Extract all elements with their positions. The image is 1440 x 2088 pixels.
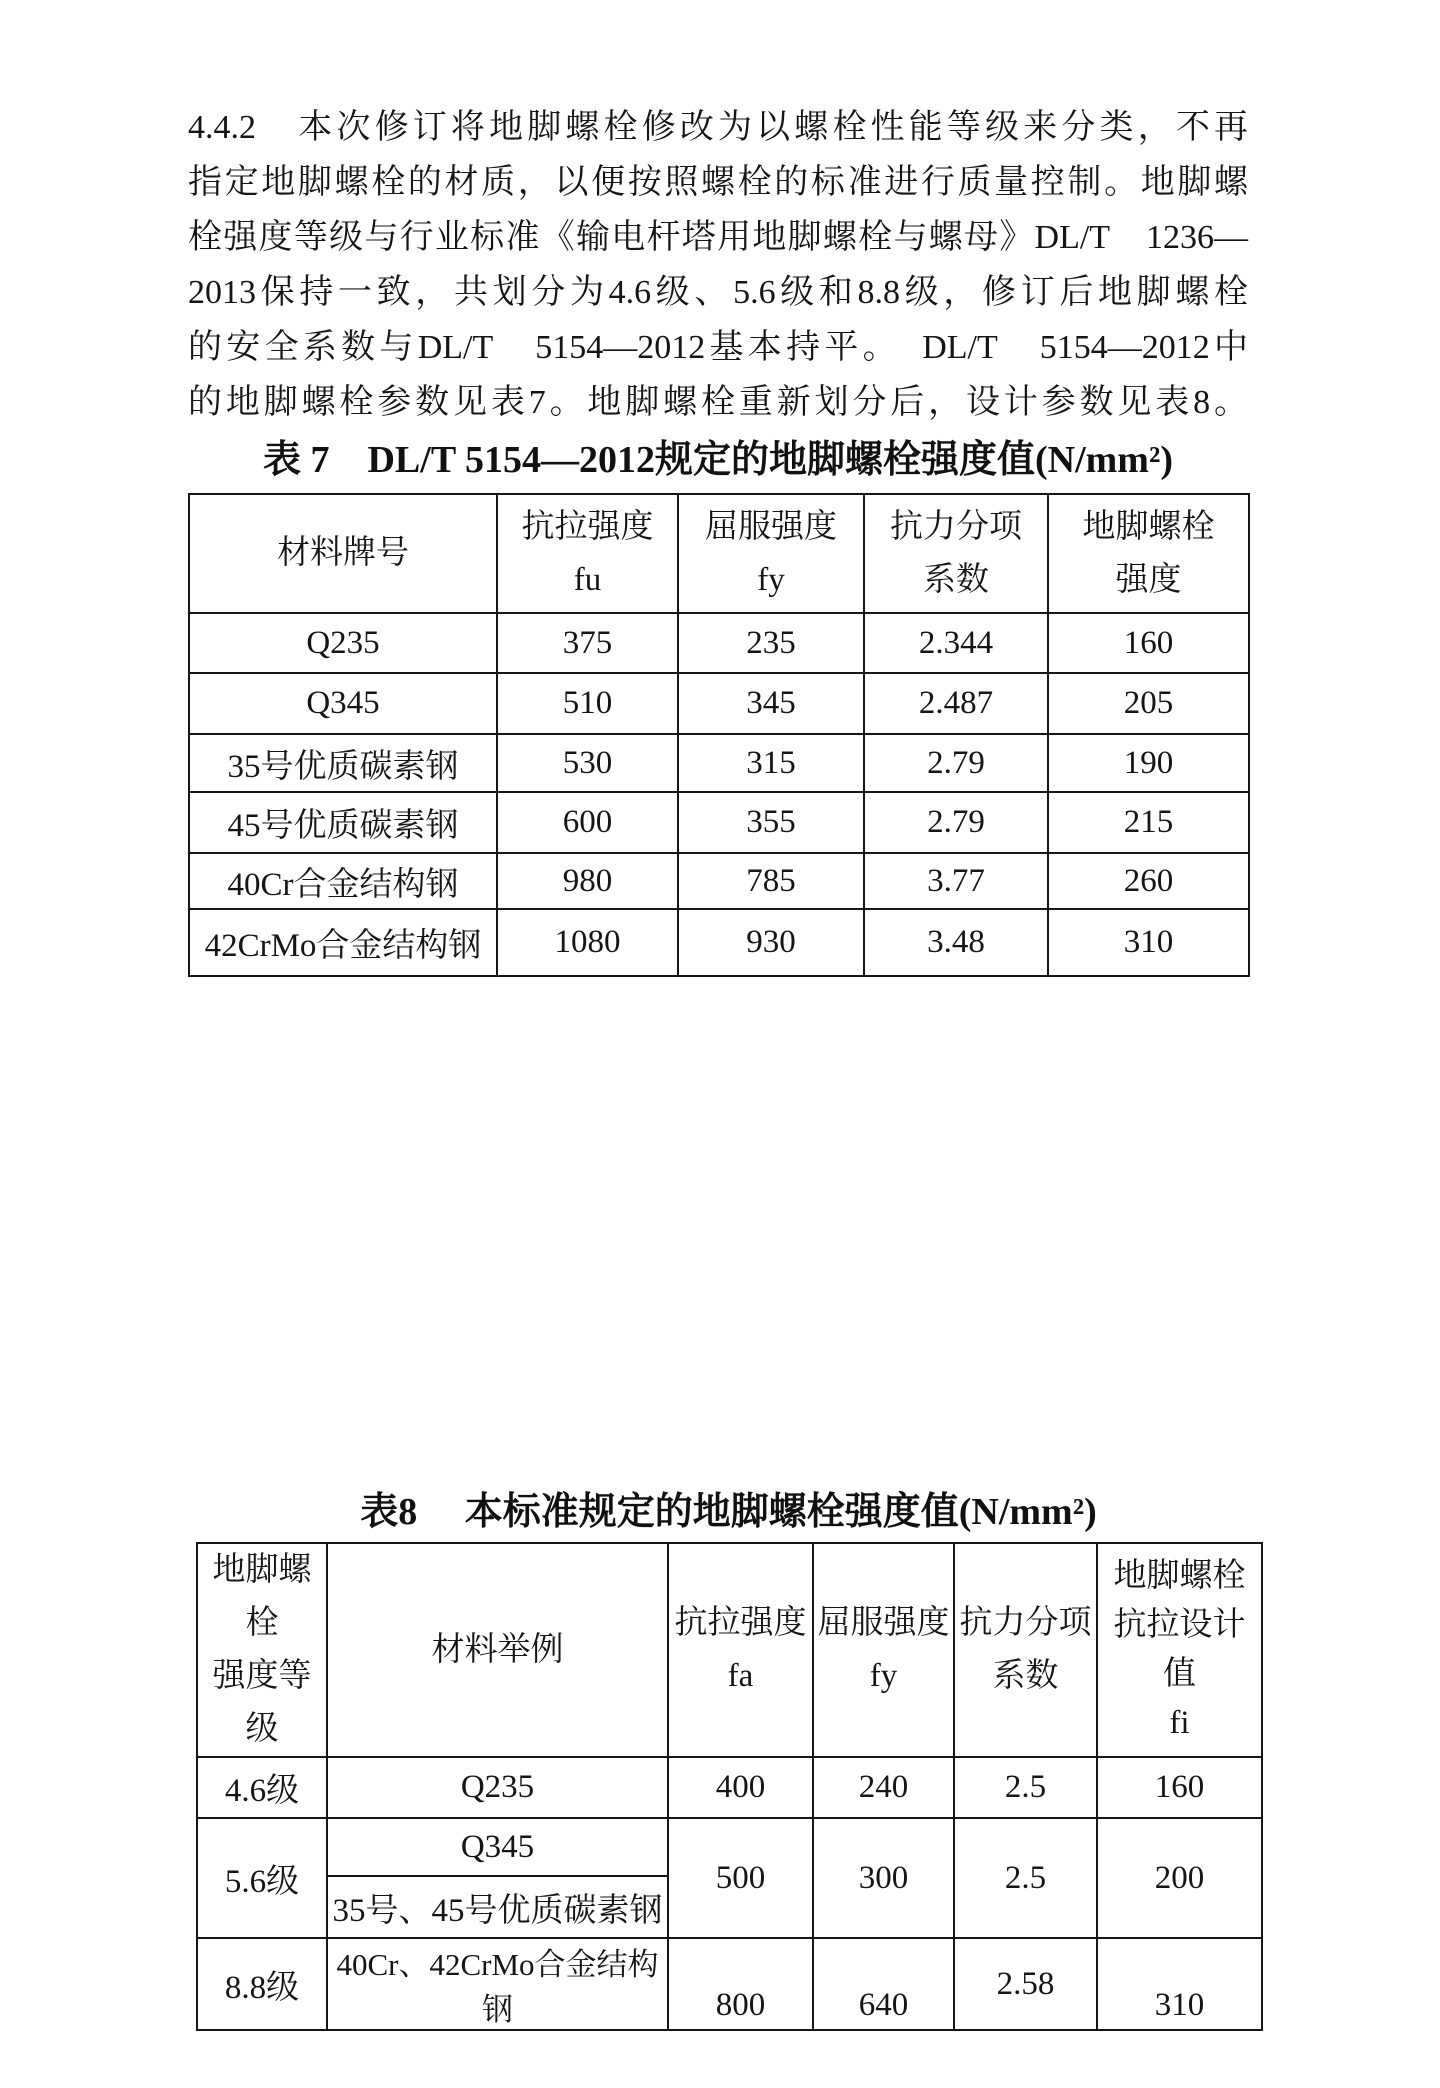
fy-cell: 785 <box>678 853 864 909</box>
strength-cell: 215 <box>1048 792 1249 853</box>
header-label: 材料牌号 <box>277 535 409 571</box>
header-symbol: fu <box>573 561 602 598</box>
header-symbol: fy <box>869 1658 898 1694</box>
paragraph-line: 的安全系数与DL/T 5154—2012基本持平。 DL/T 5154—2012中 <box>188 329 1248 366</box>
material-cell: 45号优质碳素钢 <box>189 792 497 853</box>
strength-cell: 260 <box>1048 853 1249 909</box>
header-label: 强度 <box>1115 561 1182 598</box>
fy-cell: 355 <box>678 792 864 853</box>
header-label: 地脚螺栓 <box>212 1552 312 1641</box>
fu-cell: 1080 <box>497 909 678 976</box>
header-label: 抗拉设计值 <box>1113 1607 1246 1692</box>
t7-header-resistance-factor <box>864 494 1048 613</box>
fy-cell: 345 <box>678 673 864 734</box>
grade-cell: 4.6级 <box>197 1757 327 1818</box>
gamma-cell: 2.79 <box>864 792 1048 853</box>
material-cell: 42CrMo合金结构钢 <box>189 909 497 976</box>
fy-cell: 640 <box>813 1938 954 2030</box>
header-label: 材料举例 <box>431 1631 564 1668</box>
header-symbol: fy <box>757 561 785 598</box>
gamma-cell: 2.79 <box>864 734 1048 792</box>
header-label: 系数 <box>923 561 989 598</box>
fy-cell: 315 <box>678 734 864 792</box>
fa-cell: 800 <box>668 1938 813 2030</box>
gamma-cell: 3.48 <box>864 909 1048 976</box>
fu-cell: 530 <box>497 734 678 792</box>
table8-header-row <box>197 1543 1262 1757</box>
t8-header-design-value <box>1097 1543 1262 1757</box>
header-label: 地脚螺栓 <box>1082 508 1215 545</box>
fa-cell: 400 <box>668 1757 813 1818</box>
paragraph-line: 2013保持一致，共划分为4.6级、5.6级和8.8级，修订后地脚螺栓 <box>188 274 1248 311</box>
header-label: 抗力分项 <box>959 1605 1092 1641</box>
header-label: 屈服强度 <box>817 1605 950 1641</box>
fi-cell: 200 <box>1097 1818 1262 1938</box>
header-label: 抗拉强度 <box>674 1605 807 1641</box>
grade-cell: 8.8级 <box>197 1938 327 2030</box>
table-row <box>189 673 1249 734</box>
material-cell: Q235 <box>327 1757 668 1818</box>
strength-cell: 310 <box>1048 909 1249 976</box>
t7-header-material <box>189 494 497 613</box>
strength-cell: 190 <box>1048 734 1249 792</box>
table8 <box>196 1542 1263 2031</box>
fy-cell: 300 <box>813 1818 954 1938</box>
gamma-cell: 2.487 <box>864 673 1048 734</box>
table-row <box>189 613 1249 673</box>
t8-header-grade <box>197 1543 327 1757</box>
fi-cell: 310 <box>1097 1938 1262 2030</box>
fu-cell: 600 <box>497 792 678 853</box>
paragraph-line: 栓强度等级与行业标准《输电杆塔用地脚螺栓与螺母》DL/T 1236— <box>188 219 1248 256</box>
t8-header-tensile-strength <box>668 1543 813 1757</box>
fa-cell: 500 <box>668 1818 813 1938</box>
strength-cell: 160 <box>1048 613 1249 673</box>
material-cell: Q345 <box>327 1818 668 1876</box>
fu-cell: 510 <box>497 673 678 734</box>
table7-title: 表 7 DL/T 5154—2012规定的地脚螺栓强度值(N/mm²) <box>262 439 1174 481</box>
table-row <box>197 1938 1262 2030</box>
paragraph-line: 的地脚螺栓参数见表7。地脚螺栓重新划分后，设计参数见表8。 <box>188 384 1248 421</box>
gamma-cell: 3.77 <box>864 853 1048 909</box>
section-paragraph <box>188 100 1248 430</box>
table-row <box>197 1757 1262 1818</box>
fy-cell: 240 <box>813 1757 954 1818</box>
material-cell: 40Cr、42CrMo合金结构钢 <box>327 1938 668 2030</box>
header-label: 抗力分项 <box>890 508 1022 545</box>
t8-header-resistance-factor <box>954 1543 1097 1757</box>
fu-cell: 980 <box>497 853 678 909</box>
table7 <box>188 493 1250 977</box>
t8-header-yield-strength <box>813 1543 954 1757</box>
header-label: 抗拉强度 <box>521 508 654 545</box>
paragraph-line: 指定地脚螺栓的材质，以便按照螺栓的标准进行质量控制。地脚螺 <box>188 164 1248 201</box>
fy-cell: 930 <box>678 909 864 976</box>
table8-title: 表8 本标准规定的地脚螺栓强度值(N/mm²) <box>360 1491 1097 1533</box>
table-row <box>189 792 1249 853</box>
t7-header-anchor-bolt-strength <box>1048 494 1249 613</box>
header-label: 系数 <box>992 1658 1059 1694</box>
table7-header-row <box>189 494 1249 613</box>
gamma-cell: 2.5 <box>954 1818 1097 1938</box>
t8-header-material-examples <box>327 1543 668 1757</box>
t7-header-yield-strength <box>678 494 864 613</box>
header-symbol: fi <box>1169 1705 1190 1741</box>
material-cell: Q345 <box>189 673 497 734</box>
material-cell: 35号、45号优质碳素钢 <box>327 1876 668 1938</box>
grade-cell: 5.6级 <box>197 1818 327 1938</box>
fi-cell: 160 <box>1097 1757 1262 1818</box>
header-label: 强度等级 <box>212 1658 312 1747</box>
fy-cell: 235 <box>678 613 864 673</box>
fu-cell: 375 <box>497 613 678 673</box>
header-label: 屈服强度 <box>705 508 837 545</box>
table-row <box>189 853 1249 909</box>
material-cell: Q235 <box>189 613 497 673</box>
table-row <box>189 909 1249 976</box>
material-cell: 40Cr合金结构钢 <box>189 853 497 909</box>
gamma-cell: 2.58 <box>954 1938 1097 2030</box>
header-label: 地脚螺栓 <box>1113 1558 1246 1594</box>
gamma-cell: 2.5 <box>954 1757 1097 1818</box>
gamma-cell: 2.344 <box>864 613 1048 673</box>
t7-header-tensile-strength <box>497 494 678 613</box>
table-row <box>197 1818 1262 1876</box>
table-row <box>189 734 1249 792</box>
strength-cell: 205 <box>1048 673 1249 734</box>
header-symbol: fa <box>727 1658 754 1694</box>
material-cell: 35号优质碳素钢 <box>189 734 497 792</box>
paragraph-line: 4.4.2 本次修订将地脚螺栓修改为以螺栓性能等级来分类，不再 <box>188 109 1248 146</box>
